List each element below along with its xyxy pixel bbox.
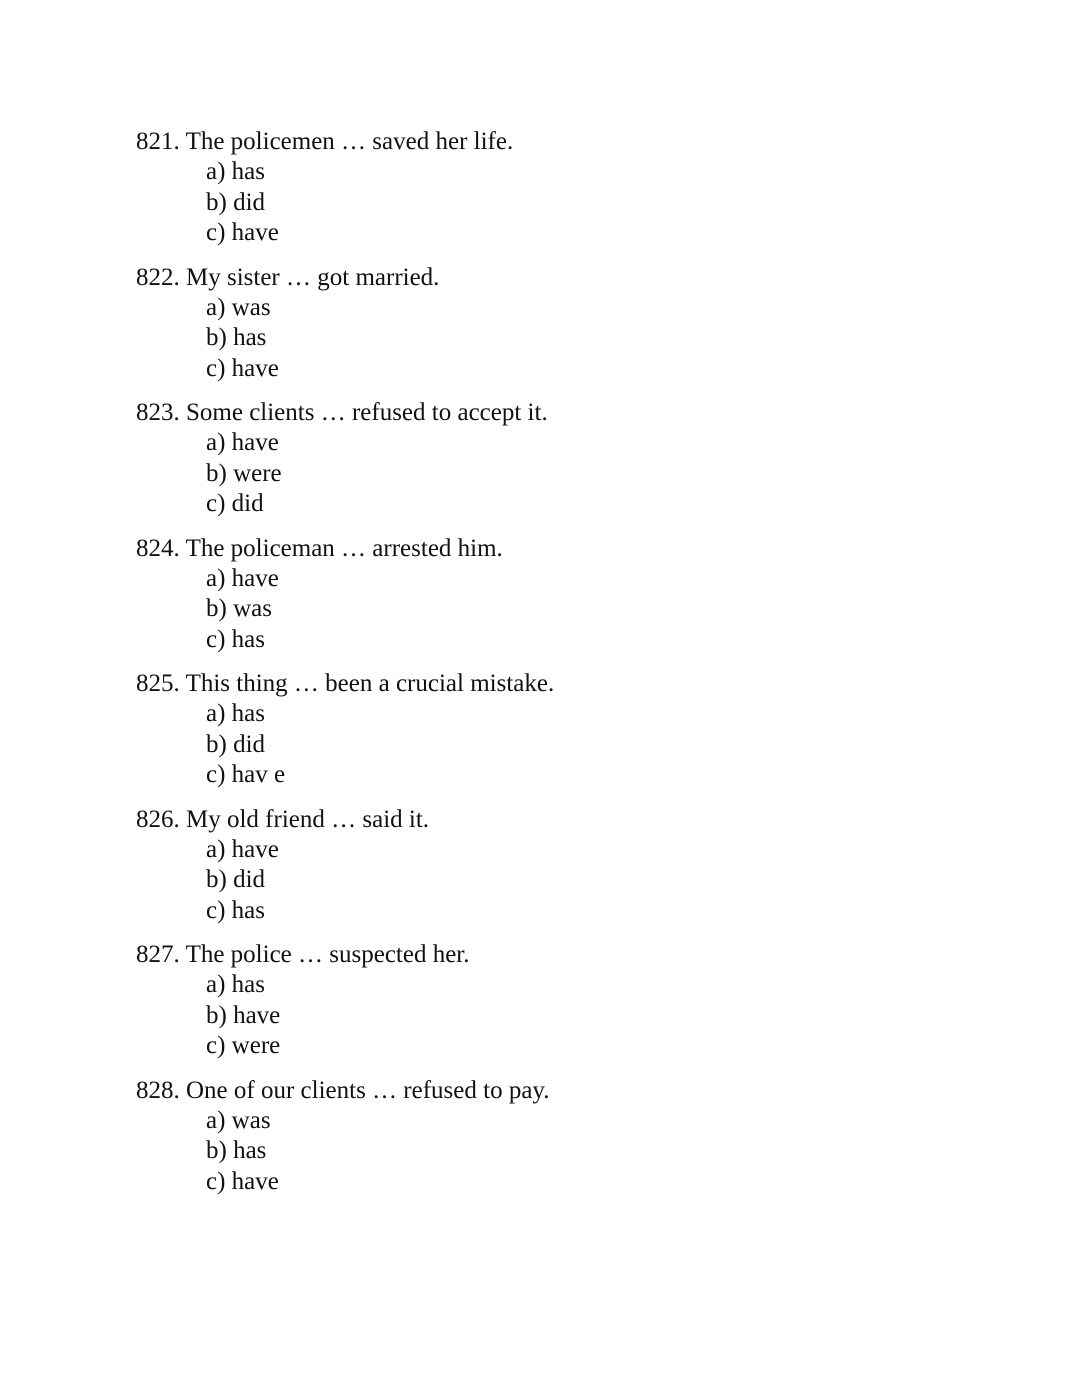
- question-item: [136, 805, 554, 927]
- question-number: 821.: [136, 128, 180, 155]
- question-line: [136, 127, 554, 157]
- answer-option: a) has: [206, 971, 265, 998]
- answer-option: c) have: [206, 1167, 279, 1195]
- question-item: [136, 534, 554, 656]
- question-line: [136, 534, 554, 564]
- question-line: [136, 940, 554, 970]
- question-item: [136, 127, 554, 249]
- answer-option: a) was: [206, 1106, 271, 1134]
- answer-option: a) have: [206, 835, 279, 863]
- answer-option: c) did: [206, 490, 264, 517]
- question-text: The policeman … arrested him.: [185, 534, 503, 562]
- answer-option: c) hav e: [206, 761, 286, 788]
- question-text: Some clients … refused to accept it.: [186, 399, 548, 426]
- question-line: [136, 263, 554, 293]
- question-number: 828.: [136, 1076, 180, 1104]
- question-number: 823.: [136, 399, 180, 426]
- question-line: [136, 805, 554, 835]
- question-text: My old friend … said it.: [186, 805, 430, 833]
- question-text: This thing … been a crucial mistake.: [185, 670, 555, 697]
- answer-option: b) has: [206, 1137, 267, 1164]
- question-number: 827.: [136, 941, 180, 968]
- answer-option: a) has: [206, 700, 265, 727]
- answer-option: c) have: [206, 219, 279, 246]
- answer-option: b) did: [206, 188, 266, 216]
- question-number: 825.: [136, 670, 180, 697]
- answer-option: b) did: [206, 866, 266, 893]
- answer-option: b) have: [206, 1001, 281, 1029]
- question-number: 824.: [136, 534, 180, 562]
- answer-option: a) has: [206, 158, 265, 185]
- question-item: [136, 263, 554, 385]
- question-line: [136, 1076, 554, 1106]
- answer-option: c) has: [206, 625, 265, 653]
- answer-option: c) have: [206, 354, 279, 382]
- question-line: [136, 398, 554, 428]
- question-text: The police … suspected her.: [185, 941, 470, 968]
- answer-option: a) have: [206, 564, 279, 592]
- question-text: The policemen … saved her life.: [185, 128, 514, 155]
- answer-option: b) has: [206, 324, 267, 351]
- answer-option: b) did: [206, 730, 266, 758]
- question-number: 822.: [136, 263, 180, 291]
- answer-option: c) has: [206, 896, 265, 924]
- question-item: [136, 1076, 554, 1198]
- answer-option: a) was: [206, 293, 271, 321]
- question-text: My sister … got married.: [186, 263, 440, 291]
- answer-option: b) was: [206, 595, 272, 622]
- answer-option: a) have: [206, 429, 279, 456]
- question-list: [136, 127, 554, 1211]
- question-line: [136, 669, 554, 699]
- question-item: [136, 940, 554, 1062]
- question-text: One of our clients … refused to pay.: [186, 1076, 550, 1104]
- question-item: [136, 669, 554, 791]
- answer-option: c) were: [206, 1032, 281, 1059]
- question-number: 826.: [136, 805, 180, 833]
- answer-option: b) were: [206, 459, 282, 487]
- question-item: [136, 398, 554, 520]
